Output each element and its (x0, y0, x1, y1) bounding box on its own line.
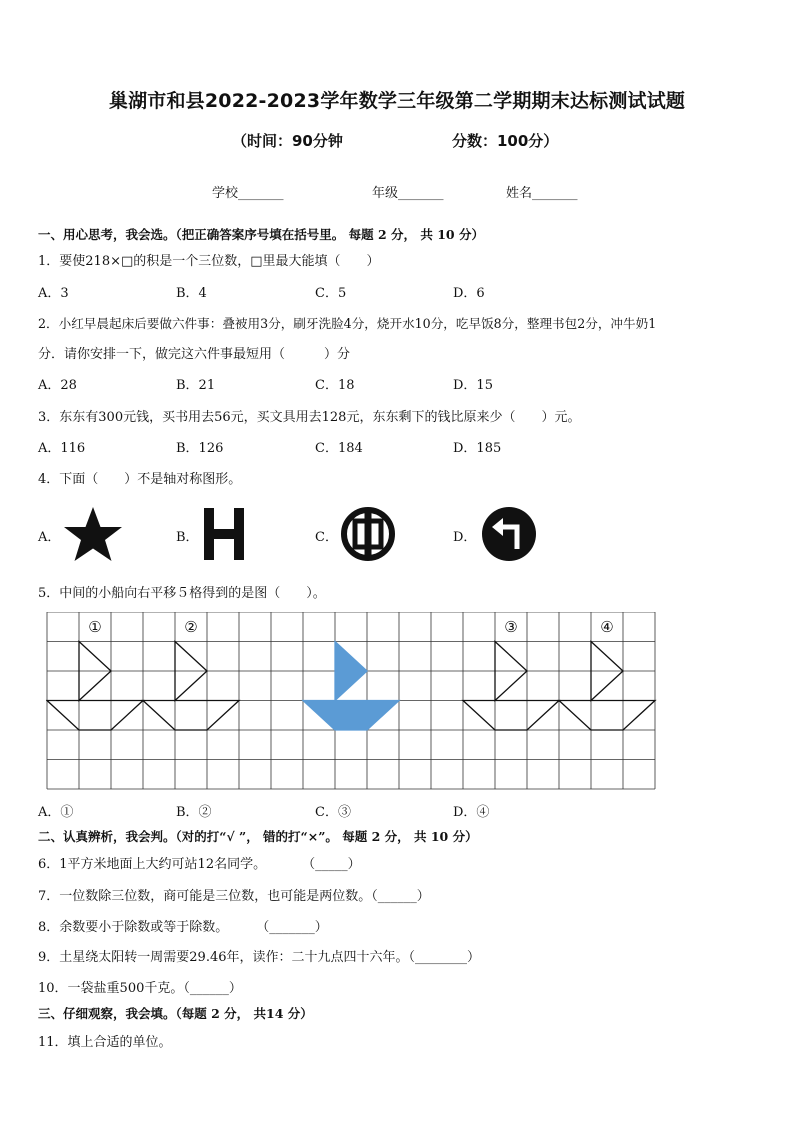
section-2-heading: 二、认真辨析，我会判。（对的打“√ ”， 错的打“×”。 每题 2 分， 共 10 分） (38, 829, 478, 844)
q1-option-a: A．3 (38, 286, 69, 301)
q2-option-c: C．18 (315, 378, 355, 393)
q4-option-a: A． (38, 530, 61, 545)
q3-option-d: D．185 (453, 441, 502, 456)
q3-option-c: C．184 (315, 441, 363, 456)
boat-middle-hull (303, 701, 399, 731)
judge-item-8 (38, 916, 328, 935)
star-icon (60, 505, 126, 563)
q2-option-d: D．15 (453, 378, 493, 393)
judge-blank: （______） (183, 981, 242, 996)
grade-field: 年级_______ (372, 186, 444, 201)
boat-1-hull (47, 701, 143, 731)
judge-item-7 (38, 885, 430, 904)
judge-item-6 (38, 853, 361, 872)
translation-grid (46, 612, 658, 790)
judge-text: 8．余数要小于除数或等于除数。 (38, 920, 229, 935)
question-4: 4．下面（ ）不是轴对称图形。 (38, 472, 242, 487)
q5-option-a: A．① (38, 805, 74, 820)
q1-option-d: D．6 (453, 286, 485, 301)
boat-label-4: ④ (600, 618, 614, 637)
judge-item-10 (38, 977, 242, 996)
question-5: 5．中间的小船向右平移５格得到的是图（ ）。 (38, 586, 326, 601)
judge-text: 10．一袋盐重500千克。 (38, 981, 184, 996)
judge-text: 9．土星绕太阳转一周需要29.46年，读作：二十九点四十六年。 (38, 950, 409, 965)
section-3-heading: 三、仔细观察，我会填。（每题 2 分， 共14 分） (38, 1006, 313, 1021)
q5-option-b: B．② (176, 805, 212, 820)
boat-middle-sail (335, 642, 367, 701)
question-3: 3．东东有300元钱，买书用去56元，买文具用去128元，东东剩下的钱比原来少（ ）元。 (38, 410, 581, 425)
q4-option-b: B． (176, 530, 199, 545)
judge-blank: （________） (408, 950, 481, 965)
score-label: 分数：100分） (452, 132, 559, 150)
judge-blank: （_____） (302, 857, 361, 872)
boat-label-2: ② (184, 618, 198, 637)
q2-option-b: B．21 (176, 378, 216, 393)
boat-label-3: ③ (504, 618, 518, 637)
name-field: 姓名_______ (506, 186, 578, 201)
judge-item-9 (38, 946, 480, 965)
judge-blank: （_______） (256, 920, 328, 935)
turn-left-sign-icon (480, 505, 538, 563)
question-2-line-1: 2．小红早晨起床后要做六件事：叠被用3分，刷牙洗脸4分，烧开水10分，吃早饭8分，整理书包2分，冲牛奶1 (38, 316, 657, 331)
boat-2-hull (143, 701, 239, 731)
question-11: 11．填上合适的单位。 (38, 1035, 172, 1050)
boat-4-hull (559, 701, 655, 731)
q1-option-b: B．4 (176, 286, 207, 301)
school-field: 学校_______ (212, 186, 284, 201)
q1-option-c: C．5 (315, 286, 347, 301)
judge-blank: （______） (371, 889, 430, 904)
q2-option-a: A．28 (38, 378, 77, 393)
bank-logo-icon (340, 506, 396, 562)
q3-option-b: B．126 (176, 441, 224, 456)
question-1: 1．要使218×□的积是一个三位数，□里最大能填（ ） (38, 254, 380, 269)
question-2-line-2: 分．请你安排一下，做完这六件事最短用（ ）分 (38, 347, 351, 362)
q5-option-c: C．③ (315, 805, 351, 820)
section-1-heading: 一、用心思考，我会选。（把正确答案序号填在括号里。 每题 2 分， 共 10 分） (38, 227, 484, 242)
page-title: 巢湖市和县2022-2023学年数学三年级第二学期期末达标测试试题 (108, 90, 686, 112)
letter-h-icon (202, 508, 246, 560)
q3-option-a: A．116 (38, 441, 86, 456)
judge-text: 6．1平方米地面上大约可站12名同学。 (38, 857, 267, 872)
time-label: （时间：90分钟 (232, 132, 343, 150)
q4-option-c: C． (315, 530, 338, 545)
boat-label-1: ① (88, 618, 102, 637)
q4-option-d: D． (453, 530, 477, 545)
judge-text: 7．一位数除三位数，商可能是三位数，也可能是两位数。 (38, 889, 372, 904)
q5-option-d: D．④ (453, 805, 490, 820)
boat-3-hull (463, 701, 559, 731)
